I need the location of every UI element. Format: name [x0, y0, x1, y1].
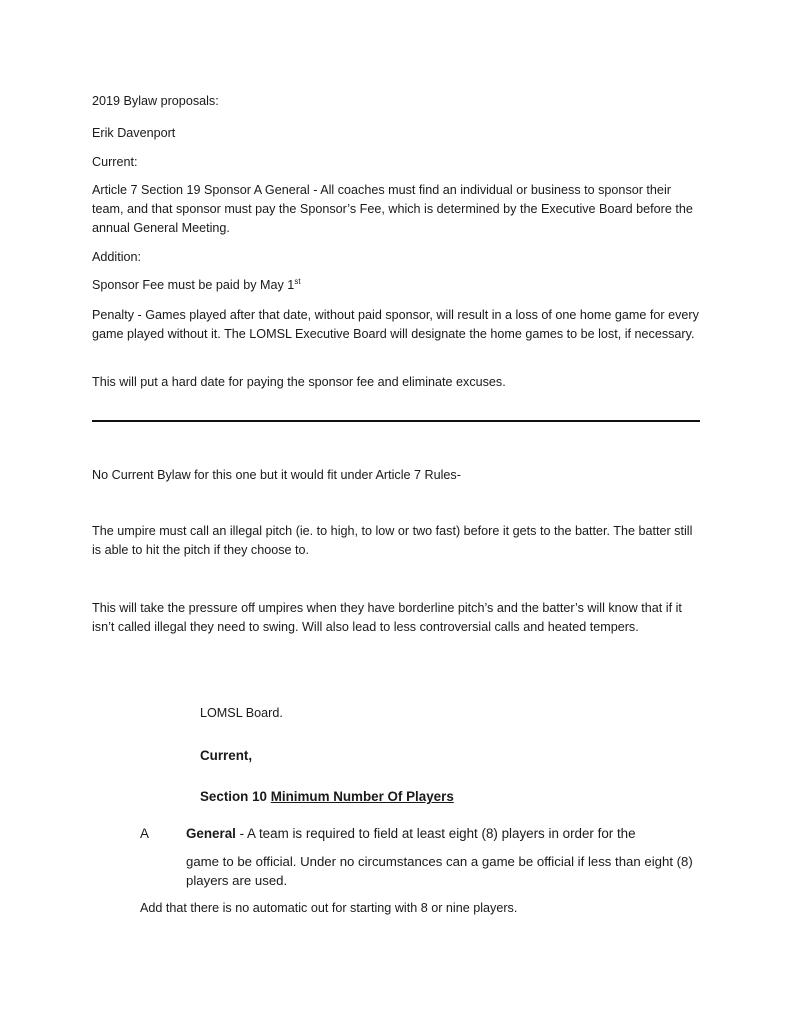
section-divider [92, 420, 700, 422]
proposal1-rationale: This will put a hard date for paying the sponsor fee and eliminate excuses. [92, 375, 506, 389]
proposal3-source: LOMSL Board. [200, 706, 283, 720]
proposal3-addition: Add that there is no automatic out for starting with 8 or nine players. [140, 901, 518, 915]
sponsor-fee-deadline [92, 276, 704, 295]
item-heading-line [186, 824, 706, 843]
item-heading: General [186, 826, 236, 841]
penalty-text: Penalty - Games played after that date, without paid sponsor, will result in a loss of one home game for every game played without it. The LOMSL Executive Board will designate the home games to be lost, if necessary. [92, 308, 699, 341]
proposal2-rationale: This will take the pressure off umpires when they have borderline pitch’s and the batter’s will know that if it isn’t called illegal they need to swing. Will also lead to less controversial calls and heated tempers. [92, 601, 682, 634]
document-title: 2019 Bylaw proposals: [92, 94, 219, 108]
section-heading [200, 787, 454, 806]
item-heading-rest: - A team is required to field at least eight (8) players in order for the [235, 826, 636, 841]
addition-label: Addition: [92, 250, 142, 264]
ordinal-suffix: st [294, 276, 301, 286]
item-letter: A [140, 826, 149, 841]
author-name: Erik Davenport [92, 126, 176, 140]
proposal3-current-label: Current, [200, 748, 253, 763]
sponsor-fee-text: Sponsor Fee must be paid by May 1 [92, 278, 295, 292]
current-label: Current: [92, 155, 138, 169]
item-body: game to be official. Under no circumstances can a game be official if less than eight (8) players are used. [186, 854, 693, 888]
proposal2-rule-text: The umpire must call an illegal pitch (ie. to high, to low or two fast) before it gets to the batter. The batter still is able to hit the pitch if they choose to. [92, 524, 693, 557]
current-bylaw-text: Article 7 Section 19 Sponsor A General - All coaches must find an individual or business to sponsor their team, and that sponsor must pay the Sponsor’s Fee, which is determined by the Executive Board before the annual General Meeting. [92, 183, 693, 235]
section-prefix: Section 10 [200, 789, 267, 804]
proposal2-intro: No Current Bylaw for this one but it would fit under Article 7 Rules- [92, 468, 461, 482]
section-title: Minimum Number Of Players [270, 789, 454, 804]
